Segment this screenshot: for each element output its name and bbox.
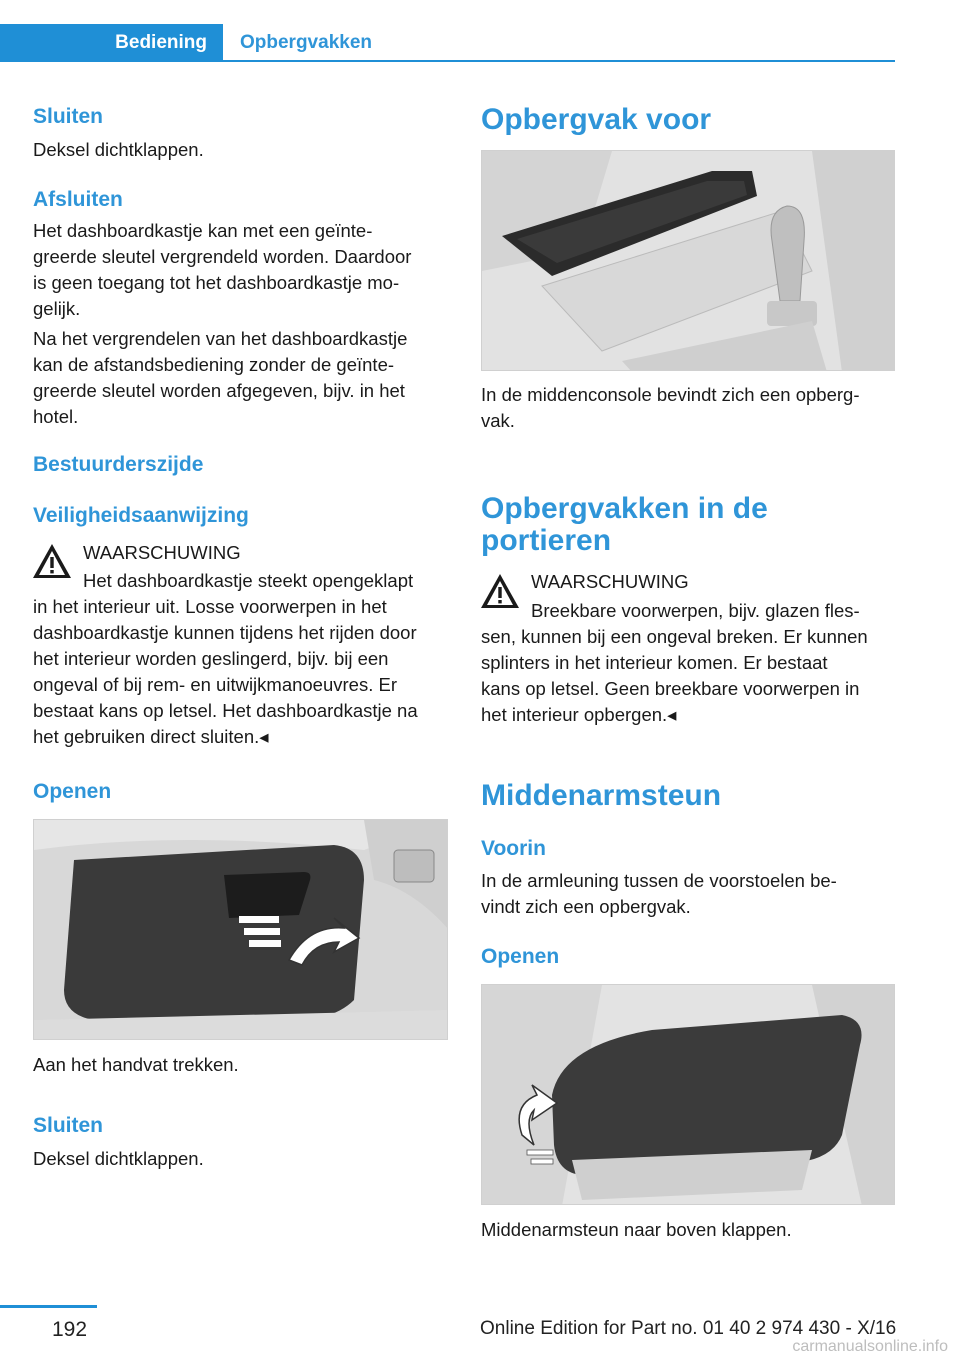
- text-line: het interieur worden geslingerd, bijv. bij een: [33, 648, 389, 669]
- warning-title: WAARSCHUWING: [531, 571, 689, 592]
- bestuurderszijde-heading: Bestuurderszijde: [33, 453, 204, 476]
- sluiten-heading: Sluiten: [33, 105, 104, 128]
- openen-heading-right: Openen: [481, 945, 560, 968]
- portieren-heading: [481, 493, 768, 557]
- heading-line: portieren: [481, 524, 612, 557]
- text-line: in het interieur uit. Losse voorwerpen in het: [33, 596, 387, 617]
- text-line: kans op letsel. Geen breekbare voorwerpen in: [481, 678, 860, 699]
- openen-caption-right: Middenarmsteun naar boven klappen.: [481, 1219, 792, 1240]
- text-line: ongeval of bij rem- en uitwijkmanoeuvres. Er: [33, 674, 397, 695]
- warning-body: [33, 594, 418, 750]
- text-line: dashboardkastje kunnen tijdens het rijden door: [33, 622, 417, 643]
- footer-rule: [0, 1305, 97, 1308]
- voorin-text: [481, 868, 837, 920]
- text-line: is geen toegang tot het dashboardkastje mo-: [33, 272, 400, 293]
- afsluiten-heading: Afsluiten: [33, 188, 123, 211]
- text-line: het gebruiken direct sluiten.◂: [33, 726, 269, 747]
- text-line: het interieur opbergen.◂: [481, 704, 677, 725]
- text-line: splinters in het interieur komen. Er bestaat: [481, 652, 828, 673]
- warning-triangle-icon: [480, 573, 520, 609]
- tab-opbergvakken[interactable]: Opbergvakken: [240, 32, 372, 53]
- opbergvak-voor-heading: Opbergvak voor: [481, 103, 712, 136]
- sluiten-text: Deksel dichtklappen.: [33, 139, 204, 160]
- afsluiten-paragraph-1: [33, 218, 411, 322]
- openen-heading: Openen: [33, 780, 112, 803]
- sluiten-text-2: Deksel dichtklappen.: [33, 1148, 204, 1169]
- header-tabs: [0, 24, 960, 64]
- text-line: vindt zich een opbergvak.: [481, 896, 691, 917]
- armrest-photo: [481, 984, 895, 1205]
- text-line: sen, kunnen bij een ongeval breken. Er kunnen: [481, 626, 868, 647]
- text-line: In de middenconsole bevindt zich een opberg-: [481, 384, 860, 405]
- header-rule: [0, 60, 895, 62]
- text-line: Het dashboardkastje kan met een geïnte-: [33, 220, 373, 241]
- text-line: greerde sleutel worden afgegeven, bijv. in het: [33, 380, 405, 401]
- text-line: greerde sleutel vergrendeld worden. Daardoor: [33, 246, 412, 267]
- center-console-photo: [481, 150, 895, 371]
- warning-triangle-icon: [32, 543, 72, 579]
- text-line: vak.: [481, 410, 515, 431]
- warning-body: [481, 624, 868, 728]
- text-line: kan de afstandsbediening zonder de geïnte-: [33, 354, 395, 375]
- opbergvak-voor-caption: [481, 382, 859, 434]
- edition-text: Online Edition for Part no. 01 40 2 974 430 - X/16: [480, 1318, 897, 1339]
- heading-line: Opbergvakken in de: [481, 492, 768, 525]
- glovebox-photo: [33, 819, 448, 1040]
- veiligheidsaanwijzing-heading: Veiligheidsaanwijzing: [33, 504, 249, 527]
- text-line: Breekbare voorwerpen, bijv. glazen fles-: [531, 600, 860, 621]
- text-line: gelijk.: [33, 298, 81, 319]
- text-line: Het dashboardkastje steekt opengeklapt: [83, 570, 414, 591]
- text-line: hotel.: [33, 406, 79, 427]
- tab-bediening[interactable]: Bediening: [0, 24, 223, 62]
- warning-title: WAARSCHUWING: [83, 542, 241, 563]
- middenarmsteun-heading: Middenarmsteun: [481, 779, 722, 812]
- openen-caption: Aan het handvat trekken.: [33, 1054, 239, 1075]
- watermark: carmanualsonline.info: [792, 1338, 948, 1355]
- text-line: bestaat kans op letsel. Het dashboardkastje na: [33, 700, 418, 721]
- voorin-heading: Voorin: [481, 837, 546, 860]
- text-line: Na het vergrendelen van het dashboardkastje: [33, 328, 408, 349]
- page-number: 192: [52, 1318, 88, 1341]
- text-line: In de armleuning tussen de voorstoelen be-: [481, 870, 837, 891]
- afsluiten-paragraph-2: [33, 326, 407, 430]
- sluiten-heading-2: Sluiten: [33, 1114, 104, 1137]
